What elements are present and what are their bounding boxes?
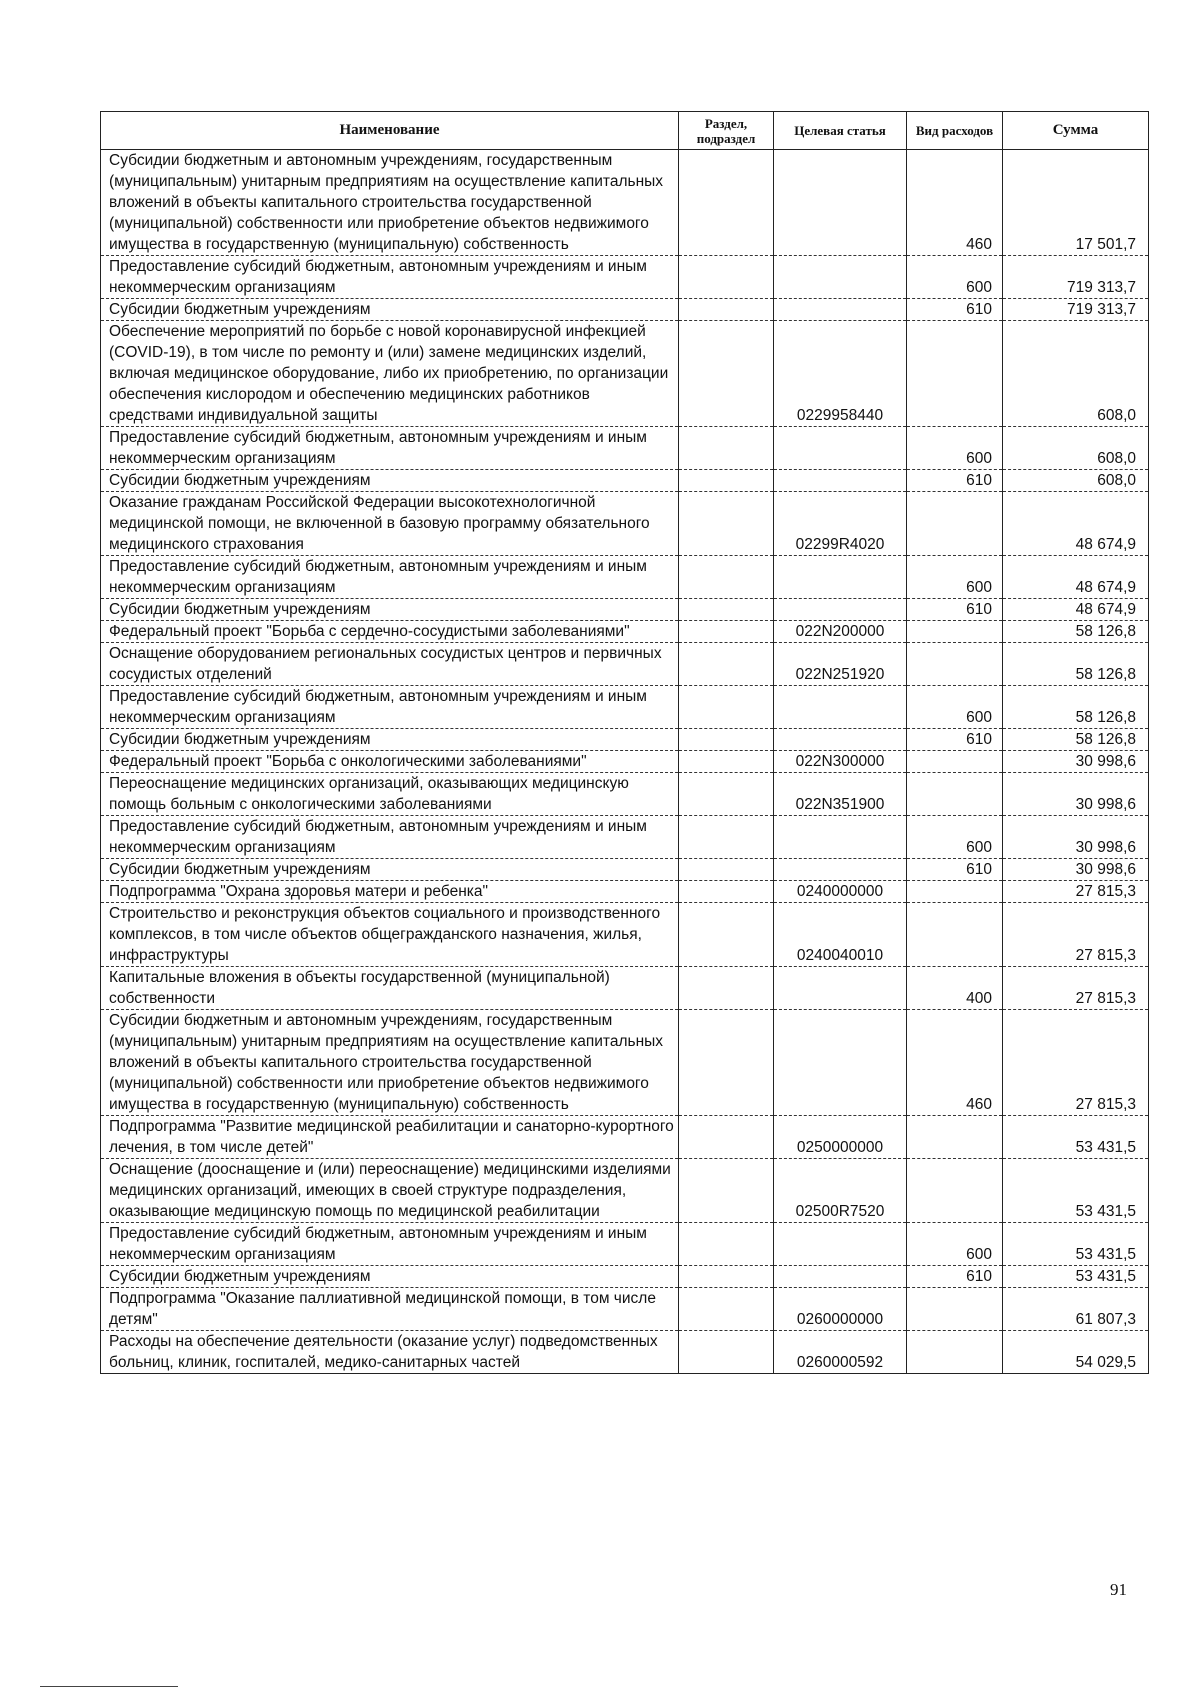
cell-target-article: 0250000000: [774, 1116, 907, 1159]
cell-expense-type: [907, 321, 1003, 427]
table-row: [101, 751, 1149, 773]
cell-expense-type: [907, 621, 1003, 643]
cell-name: Предоставление субсидий бюджетным, автономным учреждениям и иным некоммерческим организациям: [101, 427, 679, 470]
cell-target-article: [774, 556, 907, 599]
table-row: [101, 816, 1149, 859]
cell-razdel: [679, 321, 774, 427]
table-row: [101, 621, 1149, 643]
cell-expense-type: 600: [907, 816, 1003, 859]
cell-target-article: 0260000000: [774, 1288, 907, 1331]
cell-amount: 27 815,3: [1003, 967, 1149, 1010]
table-row: [101, 299, 1149, 321]
cell-razdel: [679, 492, 774, 556]
header-name: Наименование: [101, 112, 679, 150]
cell-razdel: [679, 599, 774, 621]
cell-name: Подпрограмма "Развитие медицинской реабилитации и санаторно-курортного лечения, в том числе детей": [101, 1116, 679, 1159]
cell-name: Субсидии бюджетным учреждениям: [101, 299, 679, 321]
cell-name: Субсидии бюджетным учреждениям: [101, 859, 679, 881]
cell-name: Субсидии бюджетным учреждениям: [101, 1266, 679, 1288]
cell-target-article: 0240040010: [774, 903, 907, 967]
table-row: [101, 492, 1149, 556]
table-row: [101, 1266, 1149, 1288]
budget-table: [100, 111, 1149, 1374]
page-number: 91: [1110, 1580, 1127, 1599]
cell-target-article: 022N300000: [774, 751, 907, 773]
cell-target-article: 0229958440: [774, 321, 907, 427]
cell-name: Предоставление субсидий бюджетным, автономным учреждениям и иным некоммерческим организациям: [101, 1223, 679, 1266]
cell-amount: 48 674,9: [1003, 599, 1149, 621]
cell-name: Субсидии бюджетным и автономным учреждениям, государственным (муниципальным) унитарным предприятиям на осуществление капитальных вложений в объекты капитального строительства государственной (муниципальной) собственности или приобретение объектов недвижимого имущества в государственную (муниципальную) собственность: [101, 150, 679, 256]
cell-name: Федеральный проект "Борьба с сердечно-сосудистыми заболеваниями": [101, 621, 679, 643]
cell-name: Предоставление субсидий бюджетным, автономным учреждениям и иным некоммерческим организациям: [101, 256, 679, 299]
table-row: [101, 859, 1149, 881]
cell-target-article: [774, 150, 907, 256]
cell-razdel: [679, 967, 774, 1010]
cell-name: Подпрограмма "Охрана здоровья матери и ребенка": [101, 881, 679, 903]
cell-name: Подпрограмма "Оказание паллиативной медицинской помощи, в том числе детям": [101, 1288, 679, 1331]
cell-amount: 58 126,8: [1003, 643, 1149, 686]
cell-razdel: [679, 643, 774, 686]
cell-name: Субсидии бюджетным учреждениям: [101, 599, 679, 621]
table-row: [101, 967, 1149, 1010]
cell-target-article: 022N251920: [774, 643, 907, 686]
cell-razdel: [679, 1159, 774, 1223]
cell-amount: 30 998,6: [1003, 859, 1149, 881]
cell-amount: 54 029,5: [1003, 1331, 1149, 1374]
cell-name: Оснащение (дооснащение и (или) переоснащение) медицинскими изделиями медицинских организаций, имеющих в своей структуре подразделения, оказывающие медицинскую помощь по медицинской реабилитации: [101, 1159, 679, 1223]
cell-name: Строительство и реконструкция объектов социального и производственного комплексов, в том числе объектов общегражданского назначения, жилья, инфраструктуры: [101, 903, 679, 967]
cell-amount: 53 431,5: [1003, 1223, 1149, 1266]
cell-target-article: [774, 1223, 907, 1266]
cell-expense-type: 600: [907, 556, 1003, 599]
cell-target-article: [774, 299, 907, 321]
cell-amount: 27 815,3: [1003, 903, 1149, 967]
cell-amount: 53 431,5: [1003, 1159, 1149, 1223]
cell-expense-type: [907, 1288, 1003, 1331]
cell-razdel: [679, 299, 774, 321]
cell-name: Субсидии бюджетным и автономным учреждениям, государственным (муниципальным) унитарным предприятиям на осуществление капитальных вложений в объекты капитального строительства государственной (муниципальной) собственности или приобретение объектов недвижимого имущества в государственную (муниципальную) собственность: [101, 1010, 679, 1116]
table-row: [101, 427, 1149, 470]
cell-razdel: [679, 470, 774, 492]
table-row: [101, 1010, 1149, 1116]
table-row: [101, 556, 1149, 599]
cell-razdel: [679, 773, 774, 816]
table-row: [101, 599, 1149, 621]
table-row: [101, 903, 1149, 967]
cell-target-article: [774, 686, 907, 729]
cell-name: Расходы на обеспечение деятельности (оказание услуг) подведомственных больниц, клиник, госпиталей, медико-санитарных частей: [101, 1331, 679, 1374]
cell-name: Оказание гражданам Российской Федерации высокотехнологичной медицинской помощи, не включенной в базовую программу обязательного медицинского страхования: [101, 492, 679, 556]
cell-razdel: [679, 427, 774, 470]
cell-amount: 58 126,8: [1003, 686, 1149, 729]
table-row: [101, 150, 1149, 256]
cell-amount: 719 313,7: [1003, 256, 1149, 299]
table-row: [101, 321, 1149, 427]
cell-razdel: [679, 1116, 774, 1159]
cell-razdel: [679, 621, 774, 643]
cell-amount: 30 998,6: [1003, 773, 1149, 816]
table-header-row: [101, 112, 1149, 150]
cell-razdel: [679, 859, 774, 881]
cell-amount: 53 431,5: [1003, 1116, 1149, 1159]
table-row: [101, 1331, 1149, 1374]
cell-target-article: 0260000592: [774, 1331, 907, 1374]
header-summa: Сумма: [1003, 112, 1149, 150]
table-row: [101, 686, 1149, 729]
cell-amount: 608,0: [1003, 470, 1149, 492]
cell-expense-type: 600: [907, 256, 1003, 299]
header-razdel: Раздел, подраздел: [679, 112, 774, 150]
cell-razdel: [679, 256, 774, 299]
cell-amount: 58 126,8: [1003, 729, 1149, 751]
cell-expense-type: 610: [907, 299, 1003, 321]
footer-divider: [40, 1686, 178, 1687]
cell-amount: 30 998,6: [1003, 816, 1149, 859]
cell-target-article: [774, 599, 907, 621]
cell-target-article: 02500R7520: [774, 1159, 907, 1223]
cell-name: Предоставление субсидий бюджетным, автономным учреждениям и иным некоммерческим организациям: [101, 686, 679, 729]
cell-expense-type: 610: [907, 859, 1003, 881]
cell-amount: 53 431,5: [1003, 1266, 1149, 1288]
cell-expense-type: 610: [907, 729, 1003, 751]
table-row: [101, 773, 1149, 816]
table-row: [101, 643, 1149, 686]
cell-razdel: [679, 1223, 774, 1266]
cell-razdel: [679, 751, 774, 773]
cell-expense-type: [907, 1331, 1003, 1374]
cell-name: Субсидии бюджетным учреждениям: [101, 729, 679, 751]
cell-expense-type: 610: [907, 1266, 1003, 1288]
cell-expense-type: [907, 881, 1003, 903]
cell-razdel: [679, 556, 774, 599]
cell-expense-type: [907, 492, 1003, 556]
cell-name: Предоставление субсидий бюджетным, автономным учреждениям и иным некоммерческим организациям: [101, 816, 679, 859]
cell-amount: 48 674,9: [1003, 556, 1149, 599]
cell-razdel: [679, 903, 774, 967]
cell-target-article: [774, 967, 907, 1010]
table-row: [101, 1116, 1149, 1159]
cell-target-article: [774, 256, 907, 299]
table-row: [101, 1159, 1149, 1223]
cell-target-article: [774, 729, 907, 751]
cell-name: Обеспечение мероприятий по борьбе с новой коронавирусной инфекцией (COVID-19), в том числе по ремонту и (или) замене медицинских изделий, включая медицинское оборудование, либо их приобретению, по организации обеспечения кислородом и обеспечению медицинских работников средствами индивидуальной защиты: [101, 321, 679, 427]
cell-target-article: [774, 859, 907, 881]
cell-expense-type: 610: [907, 470, 1003, 492]
cell-name: Субсидии бюджетным учреждениям: [101, 470, 679, 492]
cell-razdel: [679, 881, 774, 903]
cell-target-article: 022N200000: [774, 621, 907, 643]
cell-target-article: 022N351900: [774, 773, 907, 816]
cell-target-article: [774, 427, 907, 470]
cell-razdel: [679, 1266, 774, 1288]
table-row: [101, 881, 1149, 903]
header-celevaya: Целевая статья: [774, 112, 907, 150]
cell-expense-type: [907, 773, 1003, 816]
table-row: [101, 729, 1149, 751]
cell-amount: 608,0: [1003, 427, 1149, 470]
cell-razdel: [679, 150, 774, 256]
header-vid: Вид расходов: [907, 112, 1003, 150]
cell-razdel: [679, 816, 774, 859]
cell-expense-type: [907, 1116, 1003, 1159]
cell-amount: 48 674,9: [1003, 492, 1149, 556]
cell-expense-type: 400: [907, 967, 1003, 1010]
cell-expense-type: [907, 1159, 1003, 1223]
cell-expense-type: [907, 903, 1003, 967]
cell-amount: 17 501,7: [1003, 150, 1149, 256]
cell-expense-type: 460: [907, 150, 1003, 256]
cell-expense-type: 610: [907, 599, 1003, 621]
cell-amount: 58 126,8: [1003, 621, 1149, 643]
cell-target-article: [774, 816, 907, 859]
table-row: [101, 470, 1149, 492]
cell-expense-type: 600: [907, 686, 1003, 729]
cell-name: Переоснащение медицинских организаций, оказывающих медицинскую помощь больным с онкологическими заболеваниями: [101, 773, 679, 816]
table-row: [101, 1223, 1149, 1266]
cell-razdel: [679, 1010, 774, 1116]
table-row: [101, 256, 1149, 299]
cell-expense-type: 460: [907, 1010, 1003, 1116]
cell-amount: 27 815,3: [1003, 881, 1149, 903]
cell-amount: 61 807,3: [1003, 1288, 1149, 1331]
cell-name: Федеральный проект "Борьба с онкологическими заболеваниями": [101, 751, 679, 773]
cell-razdel: [679, 729, 774, 751]
cell-target-article: 02299R4020: [774, 492, 907, 556]
cell-razdel: [679, 686, 774, 729]
cell-expense-type: 600: [907, 427, 1003, 470]
cell-expense-type: [907, 643, 1003, 686]
cell-expense-type: 600: [907, 1223, 1003, 1266]
cell-target-article: [774, 470, 907, 492]
cell-target-article: [774, 1266, 907, 1288]
cell-target-article: 0240000000: [774, 881, 907, 903]
cell-name: Оснащение оборудованием региональных сосудистых центров и первичных сосудистых отделений: [101, 643, 679, 686]
cell-name: Предоставление субсидий бюджетным, автономным учреждениям и иным некоммерческим организациям: [101, 556, 679, 599]
table-row: [101, 1288, 1149, 1331]
cell-razdel: [679, 1288, 774, 1331]
cell-expense-type: [907, 751, 1003, 773]
cell-amount: 608,0: [1003, 321, 1149, 427]
cell-target-article: [774, 1010, 907, 1116]
cell-amount: 27 815,3: [1003, 1010, 1149, 1116]
cell-amount: 719 313,7: [1003, 299, 1149, 321]
cell-amount: 30 998,6: [1003, 751, 1149, 773]
table-body: [101, 150, 1149, 1374]
cell-name: Капитальные вложения в объекты государственной (муниципальной) собственности: [101, 967, 679, 1010]
cell-razdel: [679, 1331, 774, 1374]
